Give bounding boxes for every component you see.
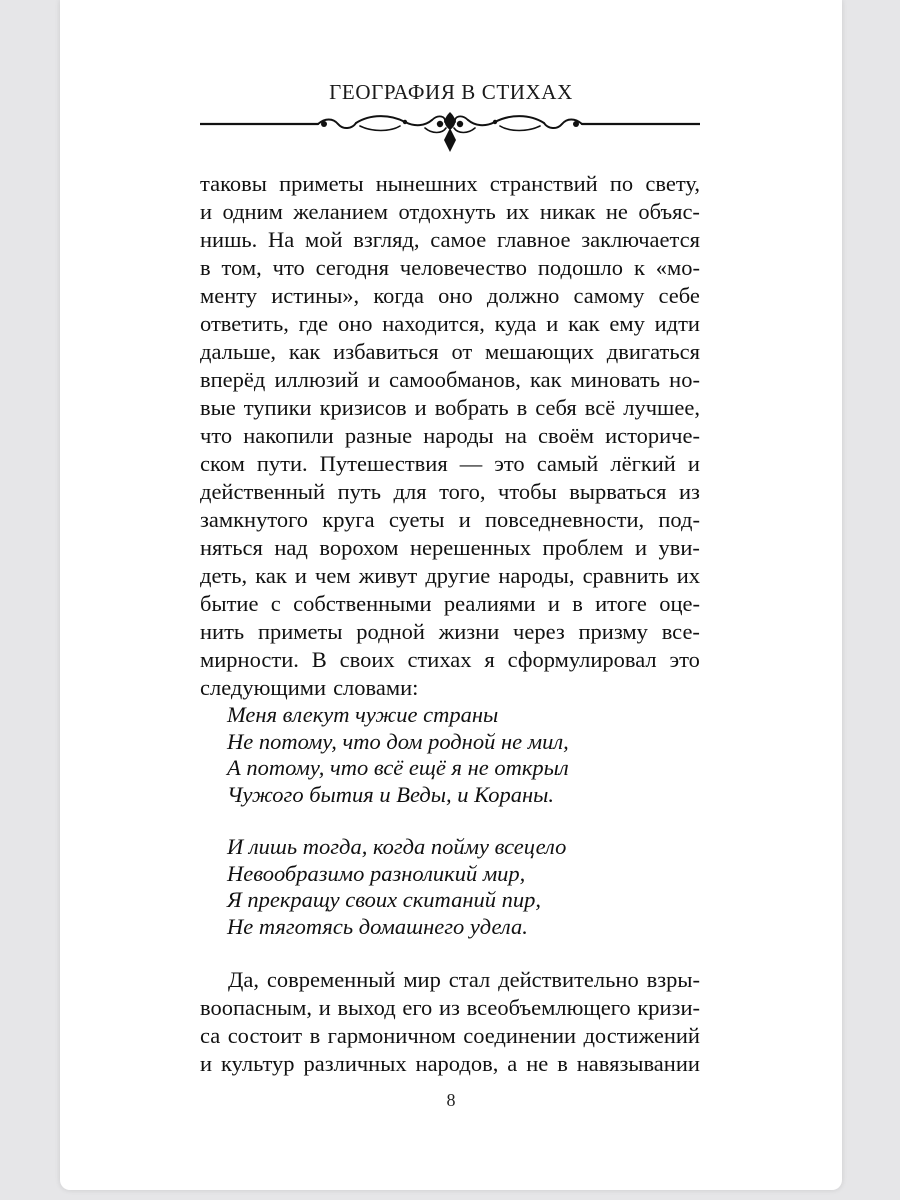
running-title: ГЕОГРАФИЯ В СТИХАХ	[329, 80, 573, 104]
text-line: деть, как и чем живут другие народы, сравнить их	[200, 563, 700, 588]
poem-stanza-1	[227, 702, 687, 808]
text-line: бытие с собственными реалиями и в итоге оце-	[200, 591, 700, 616]
text-line: замкнутого круга суеты и повседневности, под-	[200, 507, 700, 532]
verse-line: Я прекращу своих скитаний пир,	[227, 887, 541, 912]
text-line: са состоит в гармоничном соединении достижений	[200, 1023, 700, 1048]
text-line: ском пути. Путешествия — это самый лёгкий и	[200, 451, 700, 476]
verse-line: И лишь тогда, когда пойму всецело	[227, 834, 567, 859]
text-line: и одним желанием отдохнуть их никак не объяс-	[200, 199, 700, 224]
text-line: няться над ворохом нерешенных проблем и уви-	[200, 535, 700, 560]
verse-line: Не потому, что дом родной не мил,	[227, 728, 569, 754]
text-line: действенный путь для того, чтобы вырваться из	[200, 479, 700, 504]
text-line: и культур различных народов, а не в навязывании	[200, 1051, 700, 1076]
verse-line: Невообразимо разноликий мир,	[227, 860, 526, 886]
text-line: вперёд иллюзий и самообманов, как миновать но-	[200, 367, 700, 392]
text-line: воопасным, и выход его из всеобъемлющего кризи-	[200, 995, 700, 1020]
decorative-flourish-divider-icon	[200, 110, 700, 156]
text-line: таковы приметы нынешних странствий по свету,	[200, 171, 700, 196]
book-page	[60, 0, 842, 1190]
text-line: следующими словами:	[200, 675, 419, 700]
text-line: дальше, как избавиться от мешающих двигаться	[200, 339, 700, 364]
text-line: вые тупики кризисов и вобрать в себя всё лучшее,	[200, 395, 700, 420]
verse-line: Меня влекут чужие страны	[227, 702, 499, 727]
page-number: 8	[446, 1090, 456, 1110]
text-line: что накопили разные народы на своём историче-	[200, 423, 700, 448]
verse-line: Чужого бытия и Веды, и Кораны.	[227, 781, 554, 807]
poem-stanza-2	[227, 834, 687, 940]
verse-line: Не тяготясь домашнего удела.	[227, 913, 528, 939]
text-line: Да, современный мир стал действительно взры-	[228, 967, 700, 992]
text-line: менту истины», когда оно должно самому себе	[200, 283, 700, 308]
text-line: мирности. В своих стихах я сформулировал это	[200, 647, 700, 672]
paragraph-2	[200, 966, 700, 1078]
paragraph-1	[200, 170, 700, 702]
text-line: нить приметы родной жизни через призму все-	[200, 619, 700, 644]
text-line: нишь. На мой взгляд, самое главное заключается	[200, 227, 700, 252]
text-line: ответить, где оно находится, куда и как ему идти	[200, 311, 700, 336]
text-line: в том, что сегодня человечество подошло к «мо-	[200, 255, 700, 280]
verse-line: А потому, что всё ещё я не открыл	[227, 755, 569, 780]
